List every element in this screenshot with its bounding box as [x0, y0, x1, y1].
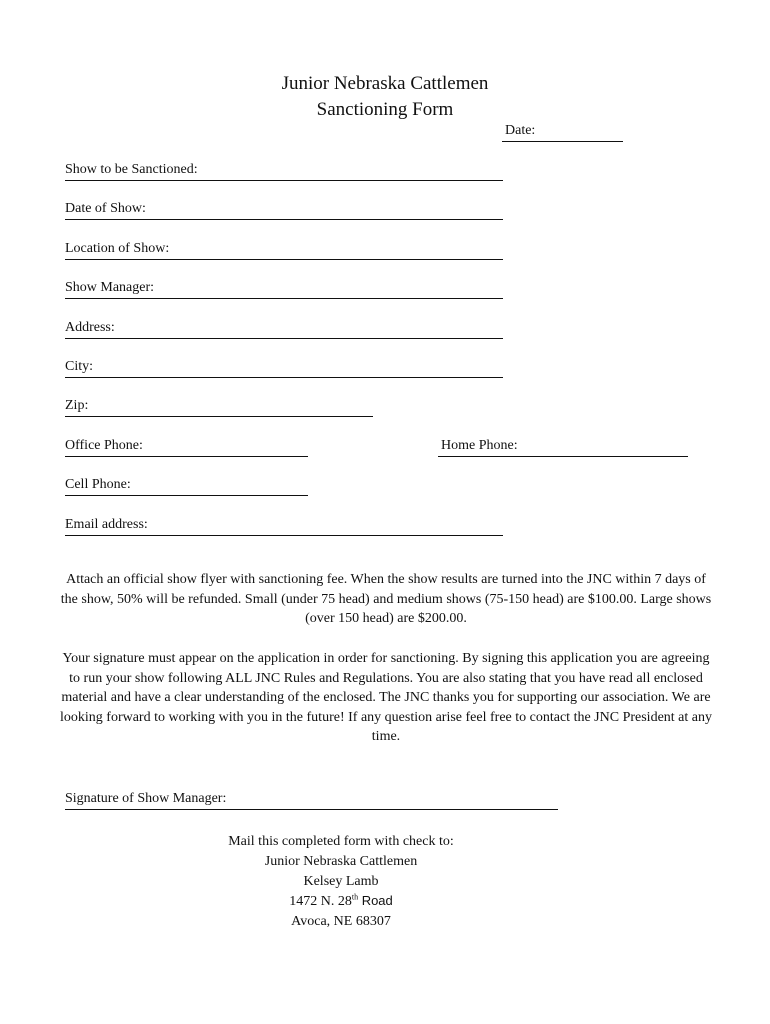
date-field[interactable]: [502, 122, 623, 142]
zip-field[interactable]: [65, 397, 373, 417]
city-label: City:: [65, 359, 94, 374]
cell-phone-label: Cell Phone:: [65, 477, 131, 492]
show-name-label: Show to be Sanctioned:: [65, 162, 198, 177]
mailing-address-block: [200, 832, 482, 932]
show-manager-label: Show Manager:: [65, 280, 155, 295]
location-label: Location of Show:: [65, 241, 170, 256]
home-phone-label: Home Phone:: [441, 438, 518, 453]
date-of-show-field[interactable]: [65, 200, 503, 220]
address-label: Address:: [65, 320, 115, 335]
location-field[interactable]: [65, 240, 503, 260]
date-label: Date:: [505, 123, 536, 138]
home-phone-field[interactable]: [438, 437, 688, 457]
fee-paragraph: Attach an official show flyer with sanctioning fee. When the show results are turned into the JNC within 7 days of the show, 50% will be refunded. Small (under 75 head) and medium shows (75-150 head) are $100.00. Large shows (over 150 head) are $200.00.: [60, 572, 712, 627]
signature-label: Signature of Show Manager:: [65, 791, 227, 806]
signature-notice-paragraph: Your signature must appear on the application in order for sanctioning. By signing this application you are agreeing to run your show following ALL JNC Rules and Regulations. You are also stating that you have read all enclosed material and have a clear understanding of the enclosed. The JNC thanks you for supporting our association. We are looking forward to working with you in the future! If any question arise feel free to contact the JNC President at any time.: [60, 651, 712, 745]
street-prefix: 1472 N. 28: [289, 894, 352, 910]
office-phone-label: Office Phone:: [65, 438, 143, 453]
office-phone-field[interactable]: [65, 437, 308, 457]
signature-field[interactable]: [65, 790, 558, 810]
mailing-org: Junior Nebraska Cattlemen: [264, 853, 418, 869]
form-title-line1: Junior Nebraska Cattlemen: [281, 73, 489, 94]
form-title-line2: Sanctioning Form: [316, 99, 454, 120]
address-field[interactable]: [65, 319, 503, 339]
mailing-intro: Mail this completed form with check to:: [228, 834, 454, 849]
city-field[interactable]: [65, 358, 503, 378]
show-name-field[interactable]: [65, 161, 503, 181]
zip-label: Zip:: [65, 398, 89, 413]
cell-phone-field[interactable]: [65, 476, 308, 496]
email-field[interactable]: [65, 516, 503, 536]
street-suffix: Road: [358, 893, 393, 909]
mailing-name: Kelsey Lamb: [303, 873, 379, 889]
show-manager-field[interactable]: [65, 279, 503, 299]
mailing-street: [200, 891, 482, 912]
email-label: Email address:: [65, 517, 148, 532]
street-sup: th: [351, 892, 359, 902]
mailing-city-state-zip: Avoca, NE 68307: [291, 914, 391, 930]
date-of-show-label: Date of Show:: [65, 201, 146, 216]
